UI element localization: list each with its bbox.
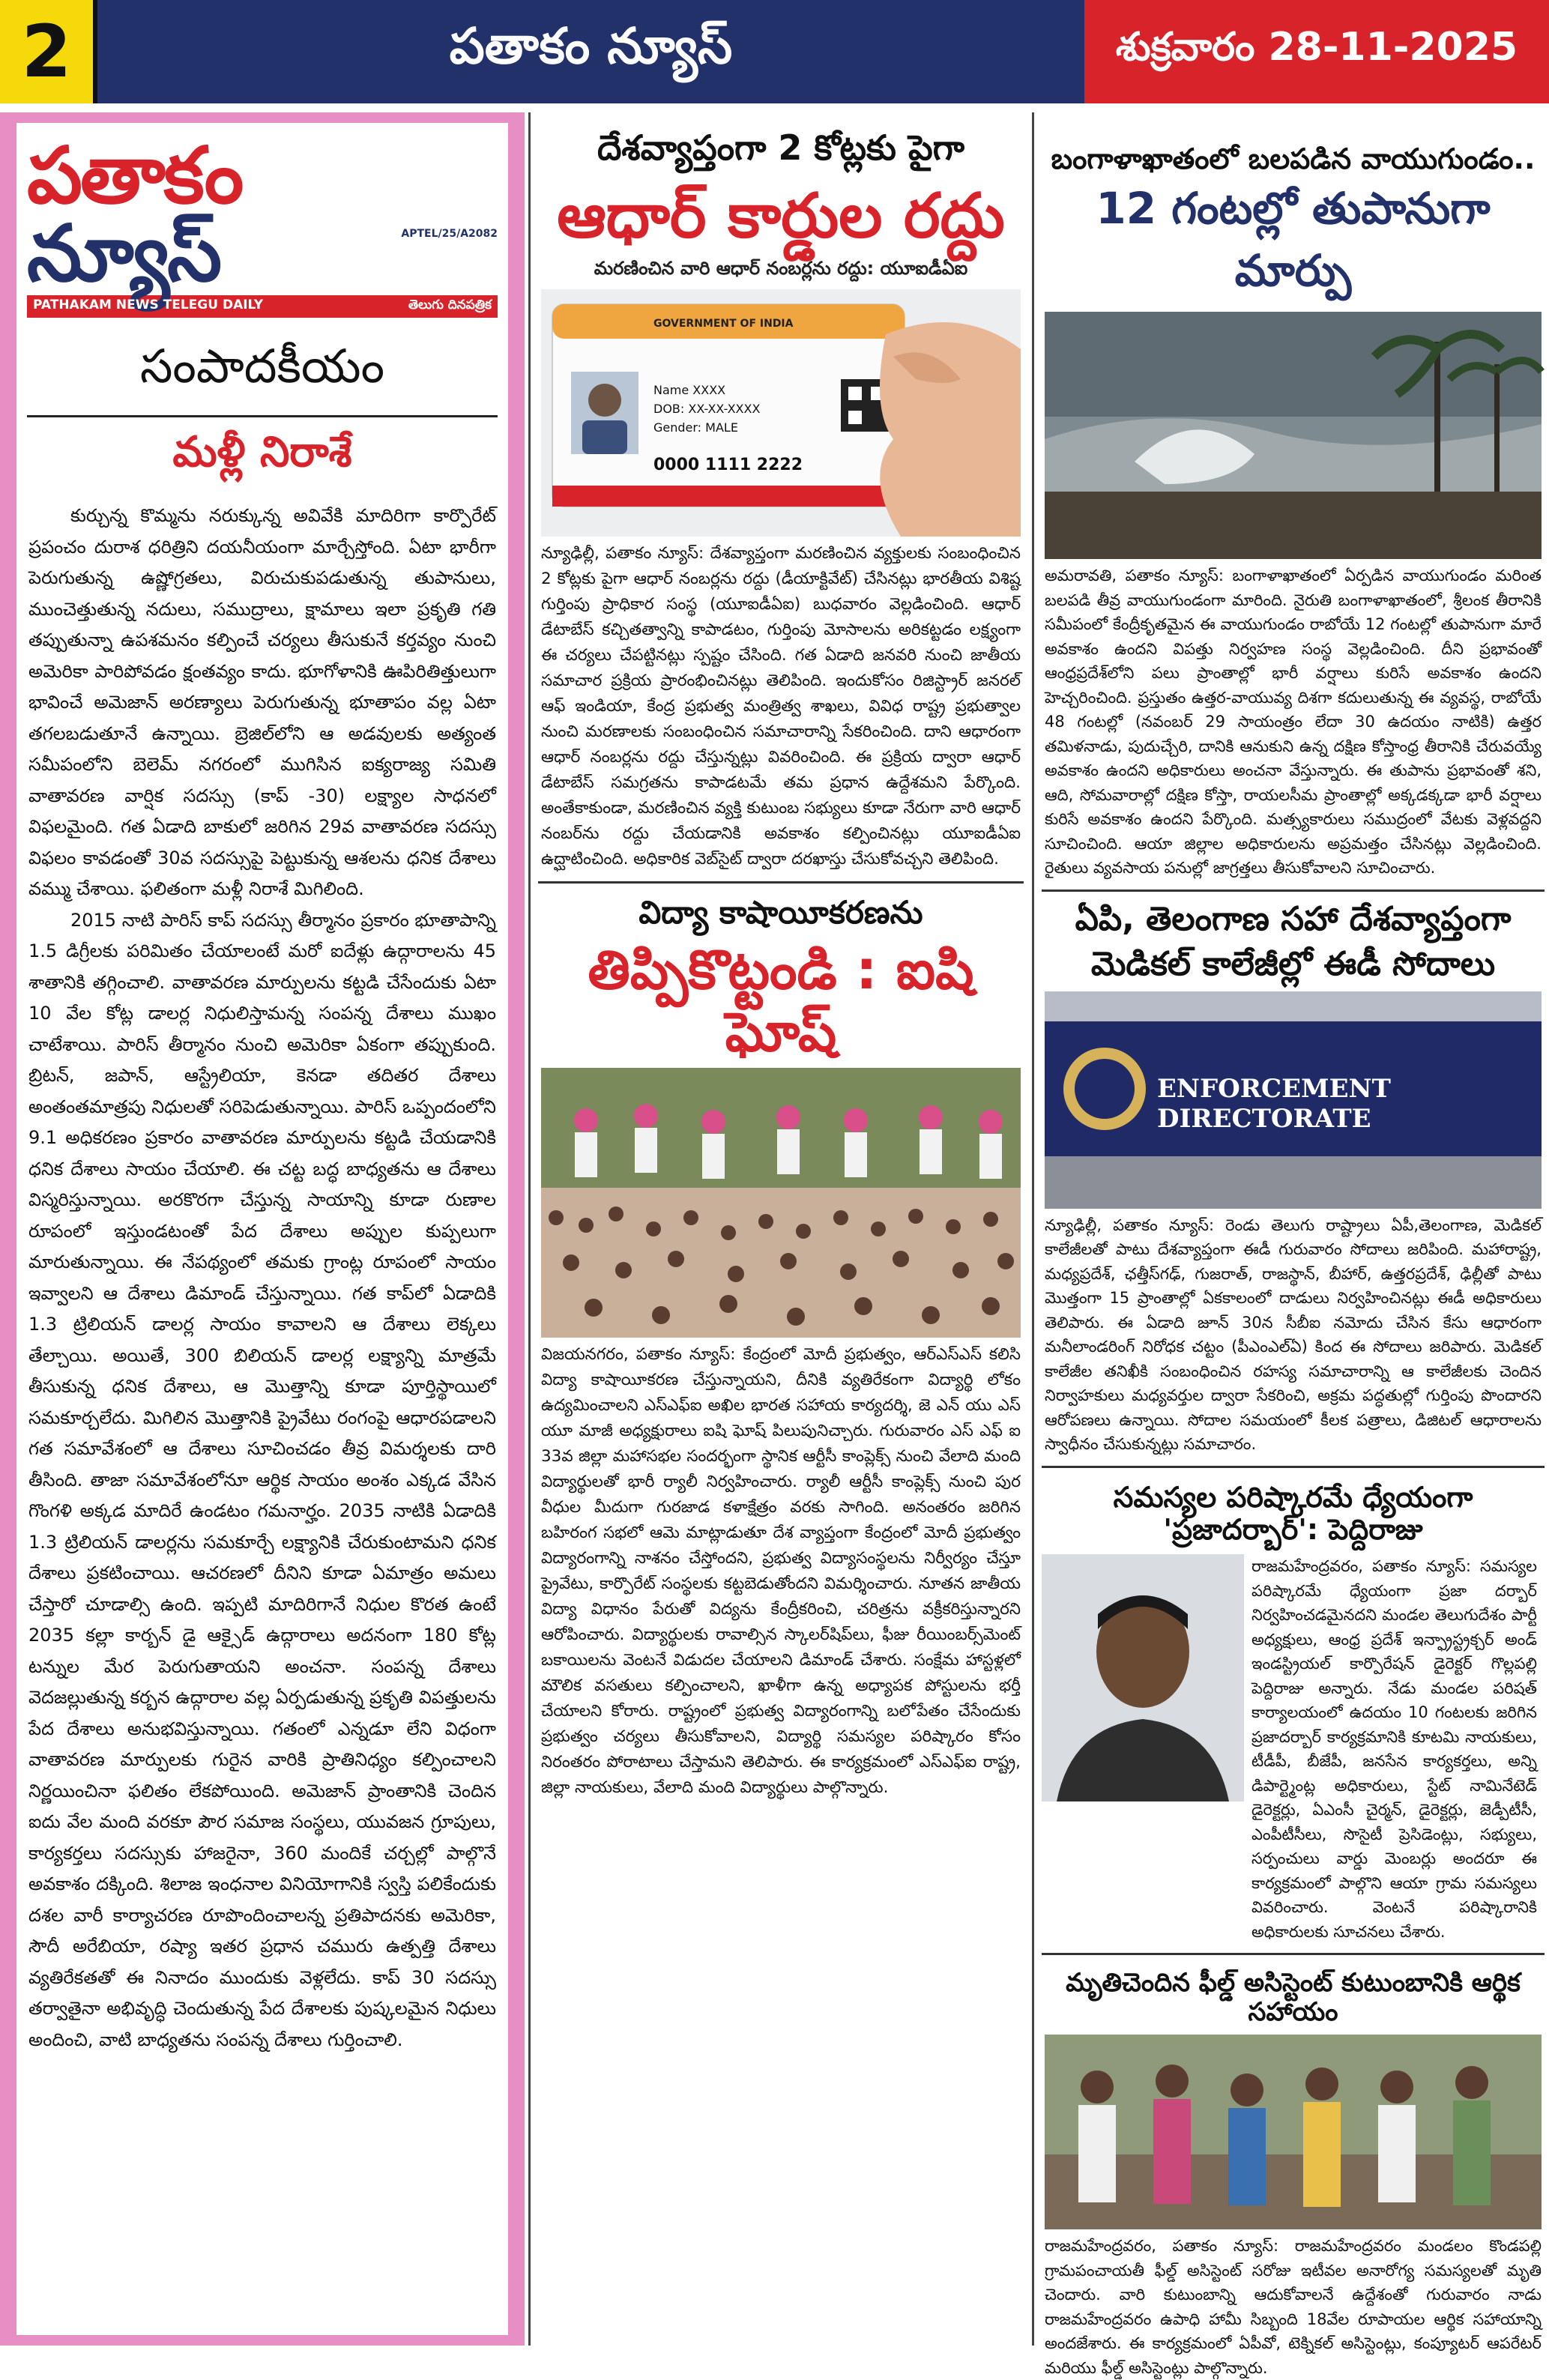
editorial-paragraph: 2015 నాటి పారిస్ కాప్ సదస్సు తీర్మానం ప్రకారం భూతాపాన్ని 1.5 డిగ్రీలకు పరిమితం చేయాలంటే మరో ఐదేళ్లు ఉద్గారాలను 45 శాతానికి తగ్గించాలి. వాతావరణ మార్పులను కట్టడి చేసేందుకు ఏటా 10 వేల కోట్ల డాలర్ల నిధులిస్తామన్న సంపన్న దేశాలు ముఖం చాటేశాయి. పారిస్ తీర్మానం నుంచి అమెరికా ఏకంగా తప్పుకుంది. బ్రిటన్, జపాన్, ఆస్ట్రేలియా, కెనడా తదితర దేశాలు అంతంతమాత్రపు నిధులతో సరిపెడుతున్నాయి. పారిస్ ఒప్పందంలోని 9.1 అధికరణం ప్రకారం వాతావరణ మార్పులను కట్టడి చేయడానికి ధనిక దేశాలు సాయం చేయాలి. ఈ చట్ట బద్ధ బాధ్యతను ఆ దేశాలు విస్మరిస్తున్నాయి. అరకొరగా చేస్తున్న సాయాన్ని కూడా రుణాల రూపంలో ఇస్తుండటంతో పేద దేశాలు అప్పుల కుప్పలుగా మారుతున్నాయి. ఈ నేపథ్యంలో తమకు గ్రాంట్ల రూపంలో సాయం ఇవ్వాలని ఆ దేశాలు డిమాండ్ చేస్తున్నాయి. గత కాప్‌లో ఏడాదికి 1.3 ట్రిలియన్ డాలర్ల సాయం కావాలని ఆ దేశాలు లెక్కలు తేల్చాయి. అయితే, 300 బిలియన్ డాలర్ల లక్ష్యాన్ని మాత్రమే తీసుకున్న ధనిక దేశాలు, ఆ మొత్తాన్ని కూడా పూర్తిస్థాయిలో సమకూర్చలేదు. మిగిలిన మొత్తానికి ప్రైవేటు రంగంపై ఆధారపడాలని గత సమావేశంలో ఆ దేశాలు సూచించడం తీవ్ర విమర్శలకు దారి తీసింది. తాజా సమావేశంలోనూ ఆర్థిక సాయం అంశం ఎక్కడ వేసిన గొంగళి అక్కడ మాదిరే ఉండటం గమనార్హం. 2035 నాటికి ఏడాదికి 1.3 ట్రిలియన్ డాలర్లను సమకూర్చే లక్ష్యానికి చేరుకుంటామని ధనిక దేశాలు ప్రకటించాయి. ఆచరణలో దీనిని కూడా ఏమాత్రం అమలు చేస్తారో చూడాల్సి ఉంది. ఇప్పటి మాదిరిగానే నిధుల కొరత ఉంటే 2035 కల్లా కార్బన్ డై ఆక్సైడ్ ఉద్గారాలు అదనంగా 180 కోట్ల టన్నుల మేర పెరుగుతాయని అంచనా. సంపన్న దేశాలు వెదజల్లుతున్న కర్బన ఉద్గారాల వల్ల ఏర్పడుతున్న ప్రకృతి విపత్తులను పేద దేశాలు అనుభవిస్తున్నాయి. గతంలో ఎన్నడూ లేని విధంగా వాతావరణ మార్పులకు గురైన వారికి ప్రాతినిధ్యం కల్పించాలని నిర్ణయించినా ఫలితం లేకపోయింది. అమెజాన్ ప్రాంతానికి చెందిన ఐదు వేల మంది వరకూ పౌర సమాజ సంస్థలు, యువజన గ్రూపులు, కార్యకర్తలు సదస్సుకు హాజరైనా, 360 మందికే చర్చల్లో పాల్గొనే అవకాశం దక్కింది. శిలాజ ఇంధనాల వినియోగానికి స్వస్తి పలికేందుకు దశల వారీ కార్యాచరణ రూపొందించాలన్న ప్రతిపాదనకు అమెరికా, సౌదీ అరేబియా, రష్యా ఇతర ప్రధాన చమురు ఉత్పత్తి దేశాలు వ్యతిరేకతతో ఈ నినాదం ముందుకు వెళ్లలేదు. కాప్ 30 సదస్సు తర్వాతైనా అభివృద్ధి చెందుతున్న పేద దేశాలకు పుష్కలమైన నిధులు అందించి, వాటి బాధ్యతను సంపన్న దేశాలు గుర్తించాలి. (28, 909, 496, 2050)
cyclone-article-text: అమరావతి, పతాకం న్యూస్: బంగాళాఖాతంలో ఏర్పడిన వాయుగుండం మరింత బలపడి తీవ్ర వాయుగుండంగా మారింది. నైరుతి బంగాళాఖాతంలో, శ్రీలంక తీరానికి సమీపంలో కేంద్రీకృతమైన ఈ వాయుగుండం రాబోయే 12 గంటల్లో తుపానుగా మారే అవకాశం ఉందని విపత్తు నిర్వహణ సంస్థ వెల్లడించింది. దీని ప్రభావంతో ఆంధ్రప్రదేశ్‌లోని పలు ప్రాంతాల్లో భారీ వర్షాలు కురిసే అవకాశం ఉందని హెచ్చరించింది. ప్రస్తుతం ఉత్తర-వాయువ్య దిశగా కదులుతున్న ఈ వ్యవస్థ, రాబోయే 48 గంటల్లో (నవంబర్ 29 సాయంత్రం లేదా 30 ఉదయం నాటికి) ఉత్తర తమిళనాడు, పుదుచ్చేరి, దానికి ఆనుకుని ఉన్న దక్షిణ కోస్తాంధ్ర తీరానికి చేరువయ్యే అవకాశం ఉందని అధికారులు అంచనా వేస్తున్నారు. ఈ తుపాను ప్రభావంతో శని, ఆది, సోమవారాల్లో దక్షిణ కోస్తా, రాయలసీమ ప్రాంతాల్లో అక్కడక్కడా భారీ వర్షాలు కురిసే అవకాశం ఉందని పేర్కొంది. మత్స్యకారులు సముద్రంలో వేటకు వెళ్లవద్దని సూచించింది. ఆయా జిల్లాల అధికారులను అప్రమత్తం చేసినట్లు వెల్లడించింది. రైతులు వ్యవసాయ పనుల్లో జాగ్రత్తలు తీసుకోవాలని సూచించారు. (1045, 567, 1542, 877)
brand-name: పతాకం న్యూస్ (27, 130, 242, 299)
cyclone-headline: 12 గంటల్లో తుపానుగా మార్పు (1096, 183, 1491, 296)
ed-photo (1045, 991, 1542, 1209)
education-headline: తిప్పికొట్టండి : ఐషి ఘోష్ (588, 938, 974, 1064)
prajadarbar-article-body (1244, 1554, 1545, 1944)
editorial-column (0, 112, 525, 2346)
page-number: 2 (0, 0, 97, 103)
cyclone-photo (1045, 312, 1542, 559)
editorial-box (16, 123, 508, 2335)
aadhaar-article-text: న్యూఢిల్లీ, పతాకం న్యూస్: దేశవ్యాప్తంగా మరణించిన వ్యక్తులకు సంబంధించిన 2 కోట్లకు పైగా ఆధార్ నంబర్లను రద్దు (డీయాక్టివేట్) చేసినట్లు భారతీయ విశిష్ట గుర్తింపు ప్రాధికార సంస్థ (యూఐడీఏఐ) బుధవారం వెల్లడించింది. ఆధార్ డేటాబేస్ కచ్చితత్వాన్ని కాపాడటం, గుర్తింపు మోసాలను అరికట్టడం లక్ష్యంగా ఈ చర్యలు చేపట్టినట్లు స్పష్టం చేసింది. గత ఏడాది జనవరి నుంచి జాతీయ సమాచార ప్రక్రియ ప్రారంభించినట్లు తెలిపింది. ఇందుకోసం రిజిస్ట్రార్ జనరల్ ఆఫ్ ఇండియా, కేంద్ర ప్రభుత్వ మంత్రిత్వ శాఖలు, వివిధ రాష్ట్ర ప్రభుత్వాల నుంచి మరణాలకు సంబంధించిన సమాచారాన్ని సేకరించింది. దాని ఆధారంగా ఆధార్ నంబర్లను రద్దు చేస్తున్నట్లు వివరించింది. ఈ ప్రక్రియ ద్వారా ఆధార్ డేటాబేస్ సమగ్రతను కాపాడటమే తమ ప్రధాన ఉద్దేశమని పేర్కొంది. అంతేకాకుండా, మరణించిన వ్యక్తి కుటుంబ సభ్యులు కూడా నేరుగా వారి ఆధార్ నంబర్‌ను రద్దు చేయడానికి అవకాశం కల్పించినట్లు యూఐడీఏఐ ఉద్ఘాటించింది. అధికారిక వెబ్‌సైట్ ద్వారా దరఖాస్తు చేసుకోవచ్చని తెలిపింది. (541, 544, 1021, 869)
cyclone-article-body (1037, 564, 1549, 881)
aid-headline: మృతిచెందిన ఫీల్డ్ అసిస్టెంట్ కుటుంబానికి ఆర్థిక సహాయం (1066, 1968, 1521, 2028)
aid-article-text: రాజమహేంద్రవరం, పతాకం న్యూస్: రాజమహేంద్రవరం మండలం కొండపల్లి గ్రామపంచాయతీ ఫీల్డ్ అసిస్టెంట్ సరోజు ఇటీవల అనారోగ్య సమస్యలతో మృతి చెందారు. వారి కుటుంబాన్ని ఆదుకోవాలనే ఉద్దేశంతో గురువారం నాడు రాజమహేంద్రవరం ఉపాధి హామీ సిబ్బంది 18వేల రూపాయల ఆర్థిక సహాయాన్ని అందజేశారు. ఈ కార్యక్రమంలో ఏపీవో, టెక్నికల్ అసిస్టెంట్లు, కంప్యూటర్ ఆపరేటర్ మరియు ఫీల్డ్ అసిస్టెంట్లు పాల్గొన్నారు. (1045, 2237, 1542, 2377)
rally-photo (541, 1068, 1021, 1338)
brand-subtitle: PATHAKAM NEWS TELEGU DAILY తెలుగు దినపత్రిక (27, 295, 498, 318)
column-divider (1032, 112, 1034, 2346)
middle-column (534, 112, 1028, 2346)
aid-article-body (1037, 2234, 1549, 2380)
portrait-photo (1042, 1554, 1244, 1801)
article-separator (538, 881, 1024, 884)
cyclone-illustration (1045, 312, 1542, 559)
aadhaar-kicker: దేశవ్యాప్తంగా 2 కోట్లకు పైగా (597, 127, 965, 168)
ed-sign-text: ENFORCEMENT DIRECTORATE (1157, 1073, 1391, 1134)
article-separator (1042, 1953, 1545, 1955)
ed-article-text: న్యూఢిల్లీ, పతాకం న్యూస్: రెండు తెలుగు రాష్ట్రాలు ఏపీ,తెలంగాణ, మెడికల్ కాలేజీలతో పాటు దేశవ్యాప్తంగా ఈడీ గురువారం సోదాలు జరిపింది. మహారాష్ట్ర, మధ్యప్రదేశ్, ఛత్తీస్‌గఢ్, గుజరాత్, రాజస్థాన్, బీహార్, ఉత్తరప్రదేశ్, ఢిల్లీతో పాటు మొత్తంగా 15 ప్రాంతాల్లో ఏకకాలంలో దాడులు నిర్వహించినట్లు ఈడీ అధికారులు తెలిపారు. ఈ ఏడాది జూన్ 30న సీబీఐ నమోదు చేసిన కేసు ఆధారంగా మనీలాండరింగ్ నిరోధక చట్టం (పీఎంఎల్ఏ) కింద ఈ సోదాలు జరిపారు. మెడికల్ కాలేజీల తనిఖీకి సంబంధించిన రహస్య సమాచారాన్ని ఆ కాలేజీలకు చెందిన నిర్వాహకులు మధ్యవర్తుల ద్వారా సేకరించి, అక్రమ పద్ధతుల్లో గుర్తింపు పొందారని ఆరోపణలు ఉన్నాయి. సోదాల సమయంలో కీలక పత్రాలు, డిజిటల్ ఆధారాలను స్వాధీనం చేసుకున్నట్లు సమాచారం. (1045, 1215, 1542, 1454)
prajadarbar-block (1037, 1554, 1549, 1944)
editorial-body (16, 501, 508, 2056)
paper-name: పతాకం న్యూస్ (97, 0, 1084, 103)
education-article-text: విజయనగరం, పతాకం న్యూస్: కేంద్రంలో మోదీ ప్రభుత్వం, ఆర్ఎస్ఎస్ కలిసి విద్యా కాషాయీకరణ చేస్తున్నాయని, దీనికి వ్యతిరేకంగా విద్యార్థి లోకం ఉద్యమించాలని ఎస్ఎఫ్ఐ అఖిల భారత సహాయ కార్యదర్శి, జె ఎన్ యు ఎస్ యూ మాజీ అధ్యక్షురాలు ఐషి ఘోష్ పిలుపునిచ్చారు. గురువారం ఎస్ ఎఫ్ ఐ 33వ జిల్లా మహాసభల సందర్భంగా స్థానిక ఆర్టీసీ కాంప్లెక్స్ నుంచి వేలాది మంది విద్యార్థులతో భారీ ర్యాలీ నిర్వహించారు. ర్యాలీ ఆర్టీసీ కాంప్లెక్స్ నుంచి పుర వీధుల మీదుగా గురజాడ కళాక్షేత్రం వరకు సాగింది. అనంతరం జరిగిన బహిరంగ సభలో ఆమె మాట్లాడుతూ దేశ వ్యాప్తంగా కేంద్రంలో మోదీ ప్రభుత్వం విద్యారంగాన్ని నాశనం చేస్తోందని, ప్రభుత్వ విద్యాసంస్థలను నిర్వీర్యం చేస్తూ ప్రైవేటు, కార్పొరేట్ సంస్థలకు కట్టబెడుతోందని విమర్శించారు. నూతన జాతీయ విద్యా విధానం పేరుతో విద్యను కేంద్రీకరించి, చరిత్రను వక్రీకరిస్తున్నారని ఆరోపించారు. విద్యార్థులకు రావాల్సిన స్కాలర్‌షిప్‌లు, ఫీజు రీయింబర్స్‌మెంట్ బకాయిలను వెంటనే విడుదల చేయాలని డిమాండ్ చేశారు. సంక్షేమ హాస్టళ్లలో మౌలిక వసతులు కల్పించాలని, ఖాళీగా ఉన్న అధ్యాపక పోస్టులను భర్తీ చేయాలని కోరారు. రాష్ట్రంలో ప్రభుత్వ విద్యారంగాన్ని బలోపేతం చేసేందుకు ప్రభుత్వం చర్యలు తీసుకోవాలని, విద్యార్థి సమస్యల పరిష్కారం కోసం నిరంతరం పోరాటాలు చేస్తామని తెలిపారు. ఈ కార్యక్రమంలో ఎస్ఎఫ్ఐ రాష్ట్ర, జిల్లా నాయకులు, వేలాది మంది విద్యార్థులు పాల్గొన్నారు. (541, 1344, 1021, 1797)
brand-logo (16, 123, 508, 299)
aid-illustration (1045, 2035, 1542, 2229)
aadhaar-subhead: మరణించిన వారి ఆధార్ నంబర్లను రద్దు: యూఐడీఏఐ (594, 258, 968, 280)
issue-date: శుక్రవారం 28-11-2025 (1084, 0, 1549, 103)
editorial-paragraph: కుర్చున్న కొమ్మను నరుక్కున్న అవివేకి మాదిరిగా కార్పొరేట్ ప్రపంచం దురాశ ధరిత్రిని దయనీయంగా మార్చేస్తోంది. ఏటా భారీగా పెరుగుతున్న ఉష్ణోగ్రతలు, విరుచుకుపడుతున్న తుపానులు, ముంచెత్తుతున్న నదులు, సముద్రాలు, క్షామాలు ఇలా ప్రకృతి గతి తప్పుతున్నా ఉపశమనం కల్పించే చర్యలు తీసుకునే కర్తవ్యం నుంచి అమెరికా పారిపోవడం క్షంతవ్యం కాదు. భూగోళానికి ఊపిరితిత్తులుగా భావించే అమెజాన్ అరణ్యాలు పెరుగుతున్న భూతాపం వల్ల ఏటా తగలబడుతూనే ఉన్నాయి. బ్రెజిల్‌లోని ఆ అడవులకు అత్యంత సమీపంలోని బెలెమ్ నగరంలో ముగిసిన ఐక్యరాజ్య సమితి వాతావరణ వార్షిక సదస్సు (కాప్ -30) లక్ష్యాల సాధనలో విఫలమైంది. గత ఏడాది బాకులో జరిగిన 29వ వాతావరణ సదస్సు విఫలం కావడంతో 30వ సదస్సుపై పెట్టుకున్న ఆశలను ధనిక దేశాలు వమ్ము చేశాయి. ఫలితంగా మళ్లీ నిరాశే మిగిలింది. (28, 505, 496, 899)
ed-kicker: ఏపి, తెలంగాణ సహా దేశవ్యాప్తంగా (1075, 899, 1512, 938)
right-column (1037, 112, 1549, 2377)
aid-photo (1045, 2035, 1542, 2229)
card-gender: Gender: MALE (653, 420, 738, 435)
ed-article-body (1037, 1213, 1549, 1457)
column-divider (528, 112, 531, 2346)
education-kicker: విద్యా కాషాయీకరణను (638, 894, 923, 931)
card-number: 0000 1111 2222 (653, 456, 803, 475)
editorial-headline: మళ్లీ నిరాశే (172, 428, 352, 477)
card-name: Name XXXX (653, 383, 726, 398)
aadhaar-article-body (534, 541, 1028, 872)
card-dob: DOB: XX-XX-XXXX (653, 402, 761, 417)
prajadarbar-article-text: రాజమహేంద్రవరం, పతాకం న్యూస్: సమస్యల పరిష్కారమే ధ్యేయంగా ప్రజా దర్బార్ నిర్వహించడమైనదని మండల తెలుగుదేశం పార్టీ అధ్యక్షులు, ఆంధ్ర ప్రదేశ్ ఇన్ఫ్రాస్ట్రక్చర్ అండ్ ఇండస్ట్రియల్ కార్పొరేషన్ డైరెక్టర్ గొల్లపల్లి పెద్దిరాజు అన్నారు. నేడు మండల పరిషత్ కార్యాలయంలో ఉదయం 10 గంటలకు జరిగిన ప్రజాదర్బార్ కార్యక్రమానికి కూటమి నాయకులు, టీడీపీ, బీజేపీ, జనసేన కార్యకర్తలు, అన్ని డిపార్ట్మెంట్ల అధికారులు, స్టేట్ నామినేటెడ్ డైరెక్టర్లు, ఏఎంసీ చైర్మన్, డైరెక్టర్లు, జెడ్పీటీసీ, ఎంపీటీసీలు, సొసైటీ ప్రెసిడెంట్లు, సభ్యులు, సర్పంచులు వార్డు మెంబర్లు అందరూ ఈ కార్యక్రమంలో పాల్గొని ఆయా గ్రామ సమస్యలు వివరించారు. వెంటనే పరిష్కారానికి అధికారులకు సూచనలు చేశారు. (1251, 1557, 1537, 1941)
article-separator (1042, 1466, 1545, 1468)
top-banner (0, 0, 1549, 103)
editorial-section-title: సంపాదకీయం (27, 339, 498, 417)
aadhaar-headline: ఆధార్ కార్డుల రద్దు (557, 181, 1005, 252)
card-gov-text: GOVERNMENT OF INDIA (653, 318, 794, 330)
article-separator (1042, 890, 1545, 892)
registration-number: APTEL/25/A2082 (401, 228, 498, 240)
cyclone-kicker: బంగాళాఖాతంలో బలపడిన వాయుగుండం.. (1051, 142, 1536, 175)
prajadarbar-headline: సమస్యల పరిష్కారమే ధ్యేయంగా 'ప్రజాదర్బార్': పెద్దిరాజు (1113, 1480, 1473, 1547)
rally-illustration (541, 1068, 1021, 1338)
education-article-body (534, 1342, 1028, 1801)
aadhaar-card-photo (541, 289, 1021, 537)
ed-headline: మెడికల్ కాలేజీల్లో ఈడీ సోదాలు (1090, 945, 1496, 984)
portrait-illustration (1042, 1554, 1244, 1801)
